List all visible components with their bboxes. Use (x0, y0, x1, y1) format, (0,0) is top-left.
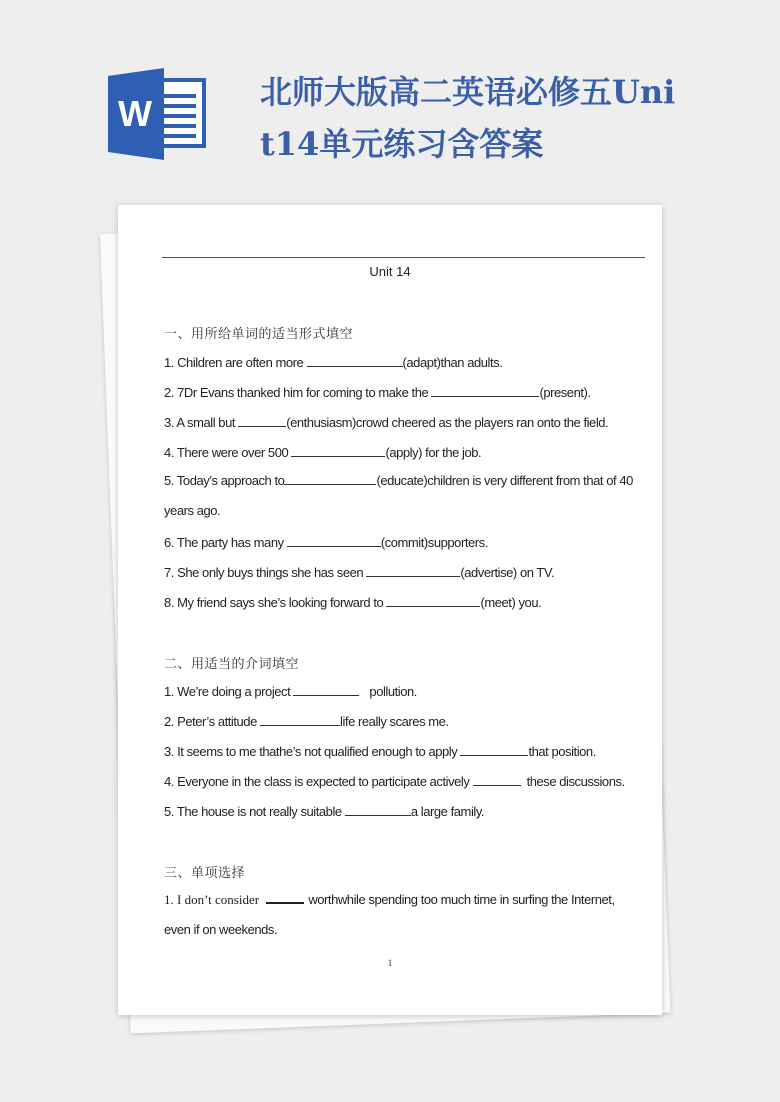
s1-q5: 5. Today’s approach to (educate)children is very different from that of 40 years ago. (164, 473, 633, 518)
s3-q1: 1. I don’t consider worthwhile spending too much time in surfing the Internet, even if on weekends. (164, 892, 615, 937)
answer-blank[interactable] (291, 444, 385, 457)
s1-q3: 3. A small but (enthusiasm)crowd cheered as the players ran onto the field. (164, 415, 609, 430)
section3-heading: 三、单项选择 (164, 866, 246, 881)
s2-q5: 5. The house is not really suitable a large family. (164, 804, 485, 819)
page-title: 北师大版高二英语必修五Unit14单元练习含答案 (260, 73, 676, 163)
s1-q4: 4. There were over 500 (apply) for the job. (164, 445, 482, 460)
answer-blank[interactable] (287, 534, 381, 547)
answer-blank[interactable] (238, 414, 286, 427)
section2-heading: 二、用适当的介词填空 (164, 657, 300, 672)
answer-blank[interactable] (473, 773, 521, 786)
s2-q2: 2. Peter’s attitude life really scares me. (164, 714, 449, 729)
answer-blank[interactable] (366, 564, 460, 577)
unit-title: Unit 14 (369, 264, 411, 279)
answer-blank[interactable] (307, 354, 403, 367)
s2-q3: 3. It seems to me thathe’s not qualified enough to apply that position. (164, 744, 596, 759)
document-page (118, 205, 662, 1015)
answer-blank[interactable] (345, 803, 411, 816)
s1-q8: 8. My friend says she’s looking forward to (meet) you. (164, 595, 542, 610)
answer-blank[interactable] (431, 384, 539, 397)
s1-q7: 7. She only buys things she has seen (advertise) on TV. (164, 565, 555, 580)
answer-blank[interactable] (460, 743, 528, 756)
s2-q4: 4. Everyone in the class is expected to participate actively these discussions. (164, 774, 625, 789)
s1-q6: 6. The party has many (commit)supporters. (164, 535, 488, 550)
answer-blank[interactable] (284, 472, 376, 485)
section1-heading: 一、用所给单词的适当形式填空 (164, 327, 354, 342)
word-icon-letter: W (118, 93, 152, 134)
answer-blank[interactable] (293, 683, 359, 696)
word-document-icon (108, 68, 208, 160)
answer-blank[interactable] (260, 713, 340, 726)
s1-q1: 1. Children are often more (adapt)than adults. (164, 355, 503, 370)
s1-q2: 2. 7Dr Evans thanked him for coming to make the (present). (164, 385, 591, 400)
s2-q1: 1. We’re doing a project pollution. (164, 684, 417, 699)
answer-blank[interactable] (266, 890, 304, 904)
page-number: 1 (387, 958, 393, 968)
answer-blank[interactable] (386, 594, 480, 607)
header-rule (162, 257, 645, 258)
